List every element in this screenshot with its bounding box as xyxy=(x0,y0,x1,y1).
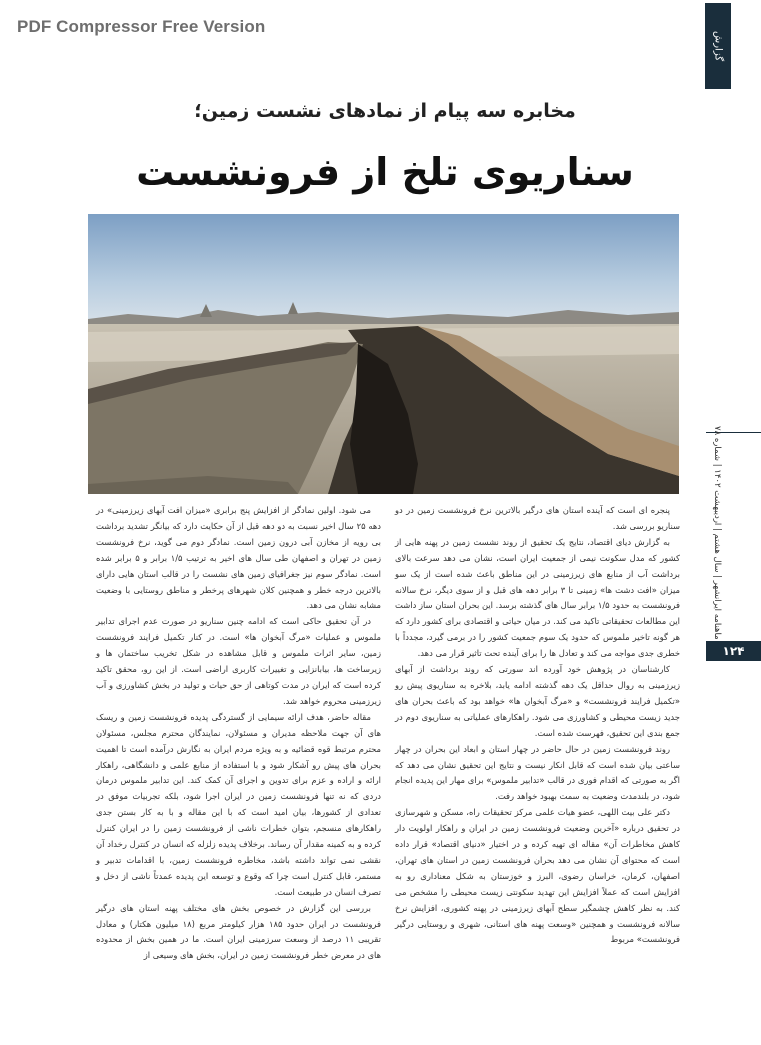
section-tab xyxy=(705,3,731,89)
body-paragraph: پنجره ای است که آینده استان های درگیر بالاترین نرخ فرونشست زمین در دو سناریو بررسی شد. xyxy=(395,505,680,531)
body-paragraph: در آن تحقیق حاکی است که ادامه چنین سناریو در صورت عدم اجرای تدابیر ملموس و عملیات «مرگ آبخوان ها» است. در کنار تکمیل فرایند فرونشست زمین، سایر اثرات ملموس و قابل مشاهده در شکل تخریب ساختمان ها و زیرساخت ها، بیابانزایی و تغییرات کاربری اراضی است. از این رو، محقق تاکید کرده است که ایران در مدت کوتاهی از حق حیات و تولید در بخش کشاورزی و آب زیرزمینی محروم خواهد شد. xyxy=(96,616,381,706)
body-paragraph: روند فرونشست زمین در حال حاضر در چهار استان و ابعاد این بحران در چهار ساعتی بیان شده است که قابل انکار نیست و نتایج این تحقیق نشان می دهد که اگر به صورتی که اقدام فوری در قالب «تدابیر ملموس» برای مهار این پدیده انجام شود، در بلندمدت وضعیت به سمت بهبود خواهد رفت. xyxy=(395,743,680,802)
sidebar-credit-text: ماهنامه ایرانشهر | سال هشتم | اردیبهشت ۱۴۰۲ | شماره ۷۸ xyxy=(712,425,722,640)
article-body-right-column xyxy=(395,503,680,948)
body-paragraph: کارشناسان در پژوهش خود آورده اند سورتی که روند برداشت از آبهای زیرزمینی به روال حداقل یک دهه گذشته ادامه یابد، بلاخره به سناریوی پیش رو «تکمیل فرایند فرونشست» و «مرگ آبخوان ها» خواهد بود که باعث بحران های جدید زیست محیطی و کشاورزی می شود. راهکارهای عملیاتی به سناریوی دوم در جمع بندی این تحقیق، فهرست شده است. xyxy=(395,664,680,738)
page-number: ۱۲۴ xyxy=(706,641,761,661)
body-paragraph: می شود. اولین نمادگر از افزایش پنج برابری «میزان افت آبهای زیرزمینی» در دهه ۲۵ سال اخیر نسبت به دو دهه قبل از آن حکایت دارد که بیانگر تشدید برداشت بی رویه از مخازن آبی درون زمین است. نمادگر دوم می گوید، نرخ فرونشست زمین در تهران و اصفهان طی سال های اخیر به ترتیب ۱/۵ برابر و ۵ برابر شده است. نمادگر سوم نیز جغرافیای زمین های نشست را در قالب استان هایی دارای بالاترین درجه خطر و همچنین کلان شهرهای پرخطر و مناطق روستایی با وضعیت مشابه نشان می دهد. xyxy=(96,505,381,611)
sidebar-credit xyxy=(708,425,726,640)
article-title: سناریوی تلخ از فرونشست xyxy=(136,150,634,194)
watermark: PDF Compressor Free Version xyxy=(17,17,266,36)
body-paragraph: مقاله حاضر، هدف ارائه سیمایی از گستردگی پدیده فرونشست زمین و ریسک های آن جهت ملاحظه مدیران و مسئولان، نمایندگان محترم مجلس، مسئولان محترم مرتبط قوه قضائیه و به ویژه مردم ایران به نگارش درآمده است تا اهمیت بحران های پیش رو آشکار شود و با استفاده از منابع علمی و دانشگاهی، راهکار ارائه و اراده و عزم برای تدوین و اجرای آن کمک کند. این تدابیر ملموس درمان دردی که نه تنها فرونشست زمین در ایران اجرا شود، بلکه تجربیات موفق در تعدادی از کشورها، بیان امید است که با این مقاله و با به کار بستن جدی راهکارهای منسجم، بتوان خطرات ناشی از فرونشست زمین را در ایران کنترل کرده و به کمینه مقدار آن رساند. برخلاف پدیده زلزله که انسان در کنترل رخداد آن نقشی نمی تواند داشته باشد، مخاطره فرونشست زمین، با اقدامات تدبیر و مستمر، قابل کنترل است چرا که وقوع و توسعه این پدیده عمدتاً ناشی از دخل و تصرف انسان در طبیعت است. xyxy=(96,711,381,897)
article-photo xyxy=(88,214,679,494)
body-paragraph: بررسی این گزارش در خصوص بخش های مختلف پهنه استان های درگیر فرونشست در ایران حدود ۱۸۵ هزار کیلومتر مربع (۱۸ میلیون هکتار) و معادل تقریبی ۱۱ درصد از وسعت سرزمینی ایران است. ما در همین بخش از محدوده های در معرض خطر فرونشست زمین در ایران، بخش های وسیعی از xyxy=(96,902,381,961)
article-body-left-column xyxy=(96,503,381,964)
article-subtitle: مخابره سه پیام از نمادهای نشست زمین؛ xyxy=(194,100,576,122)
section-tab-label: گزارش xyxy=(712,30,724,62)
body-paragraph: به گزارش دیای اقتصاد، نتایج یک تحقیق از روند نشست زمین در پهنه هایی از کشور که مدل سکونت نیمی از جمعیت ایران است، نشان می دهد سرعت بالای برداشت آب از منابع های زیرزمینی در این مناطق باعث شده است از یک سو میزان «افت دشت ها» زمینی تا ۳ برابر دهه های قبل و از سوی دیگر، نرخ سالانه فرونشست به حدود ۱/۵ برابر سال های گذشته برسد. این بحران استان ساز داشت این مطالعات تحقیقاتی تاکید می کند. در میان حیاتی و اقتصادی برای کشور دارد که هر گونه تاخیر ملموس که حدود یک سوم جمعیت کشور را در برمی گیرد، مجدداً با خطری جدی مواجه می کند و تعادل ها را برای آینده تحت تاثیر قرار می دهد. xyxy=(395,536,681,659)
body-paragraph: دکتر علی بیت اللهی، عضو هیات علمی مرکز تحقیقات راه، مسکن و شهرسازی در تحقیق درباره «آخرین وضعیت فرونشست زمین در ایران و راهکار اولویت دار کاهش مخاطرات آن» مقاله ای تهیه کرده و در اختیار «دنیای اقتصاد» قرار داده است که محتوای آن نشان می دهد بحران فرونشست زمین در استان های تهران، اصفهان، کرمان، خراسان رضوی، البرز و خوزستان به شکل معناداری رو به افزایش است که عملاً افزایش این تهدید سکونتی زیست محیطی را مشخص می کند. به نظر کاهش چشمگیر سطح آبهای زیرزمینی در پهنه کشوری، افزایش نرخ سالانه فرونشست و همچنین «وسعت پهنه های استانی، شهری و روستایی درگیر فرونشست» مربوط xyxy=(395,807,680,945)
